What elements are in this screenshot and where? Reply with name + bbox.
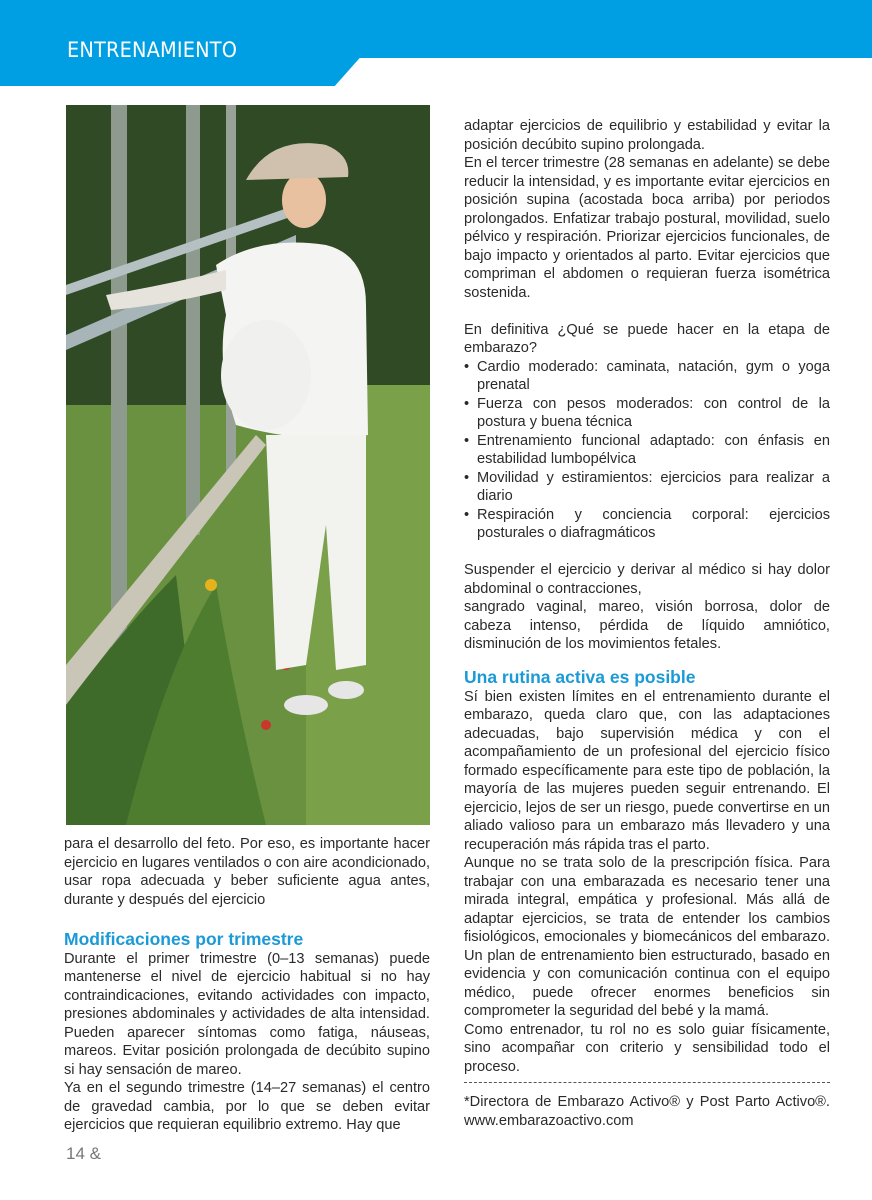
recommendation-list [464, 358, 830, 543]
paragraph: Aunque no se trata solo de la prescripción física. Para trabajar con una embarazada es necesario tener una mirada integral, empática y profesional. Más allá de adaptar ejercicios, se trata de entender los cambios fisiológicos, emocionales y biomecánicos del embarazo. Un plan de entrenamiento bien estructurado, basado en evidencia y con comunicación continua con el equipo médico, puede ofrecer enormes beneficios sin comprometer la seguridad del bebé y la mamá. [464, 855, 830, 1019]
paragraph: Suspender el ejercicio y derivar al médico si hay dolor abdominal o contracciones, [464, 562, 830, 597]
page-number: 14 & [66, 1144, 101, 1163]
section-title: ENTRENAMIENTO [67, 38, 238, 62]
intro-paragraph: para el desarrollo del feto. Por eso, es importante hacer ejercicio en lugares ventilados o con aire acondicionado, usar ropa adecuada y beber suficiente agua antes, durante y después del ejercicio [64, 836, 430, 908]
paragraph: Sí bien existen límites en el entrenamiento durante el embarazo, queda claro que, con las adaptaciones adecuadas, bajo supervisión médica y con el acompañamiento de un profesional del ejercicio físico formado específicamente para este tipo de población, la mayoría de las mujeres pueden seguir entrenando. El ejercicio, lejos de ser un riesgo, puede convertirse en un aliado valioso para un embarazo más llevadero y una recuperación más rápida tras el parto. [464, 688, 830, 853]
paragraph: Ya en el segundo trimestre (14–27 semanas) el centro de gravedad cambia, por lo que se deben evitar ejercicios que requieran equilibrio extremo. Hay que [64, 1080, 430, 1133]
paragraph: Como entrenador, tu rol no es solo guiar físicamente, sino acompañar con criterio y sensibilidad todo el proceso. [464, 1021, 830, 1075]
list-item: • Entrenamiento funcional adaptado: con énfasis en estabilidad lumbopélvica [464, 432, 830, 469]
right-column [464, 117, 830, 1130]
photo-illustration [66, 105, 430, 825]
author-footnote: *Directora de Embarazo Activo® y Post Parto Activo®. www.embarazoactivo.com [464, 1094, 830, 1129]
list-item: • Cardio moderado: caminata, natación, gym o yoga prenatal [464, 358, 830, 395]
paragraph: sangrado vaginal, mareo, visión borrosa, dolor de cabeza intenso, pérdida de líquido amniótico, disminución de los movimientos fetales. [464, 599, 830, 652]
list-item: • Movilidad y estiramientos: ejercicios para realizar a diario [464, 469, 830, 506]
list-item: • Respiración y conciencia corporal: ejercicios posturales o diafragmáticos [464, 506, 830, 543]
list-item: • Fuerza con pesos moderados: con control de la postura y buena técnica [464, 395, 830, 432]
photo-pregnant-woman-exercising [66, 105, 430, 825]
heading-active-routine: Una rutina activa es posible [464, 666, 696, 687]
left-column [64, 835, 430, 1135]
paragraph: Durante el primer trimestre (0–13 semanas) puede mantenerse el nivel de ejercicio habitual si no hay contraindicaciones, evitando actividades con impacto, presiones abdominales y actividades de alta intensidad. Pueden aparecer síntomas como fatiga, náuseas, mareos. Evitar posición prolongada de decúbito supino si hay sensación de mareo. [64, 950, 430, 1078]
paragraph: En el tercer trimestre (28 semanas en adelante) se debe reducir la intensidad, y es importante evitar ejercicios en posición supina (acostada boca arriba) por periodos prolongados. Enfatizar trabajo postural, movilidad, suelo pélvico y respiración. Priorizar ejercicios funcionales, de bajo impacto y orientados al parto. Evitar ejercicios que compriman el abdomen o requieran fuerza isométrica sostenida. [464, 155, 830, 301]
paragraph: En definitiva ¿Qué se puede hacer en la etapa de embarazo? [464, 321, 830, 356]
paragraph: adaptar ejercicios de equilibrio y estabilidad y evitar la posición decúbito supino prolongada. [464, 118, 830, 153]
heading-trimester-modifications: Modificaciones por trimestre [64, 928, 304, 949]
divider [464, 1082, 830, 1083]
